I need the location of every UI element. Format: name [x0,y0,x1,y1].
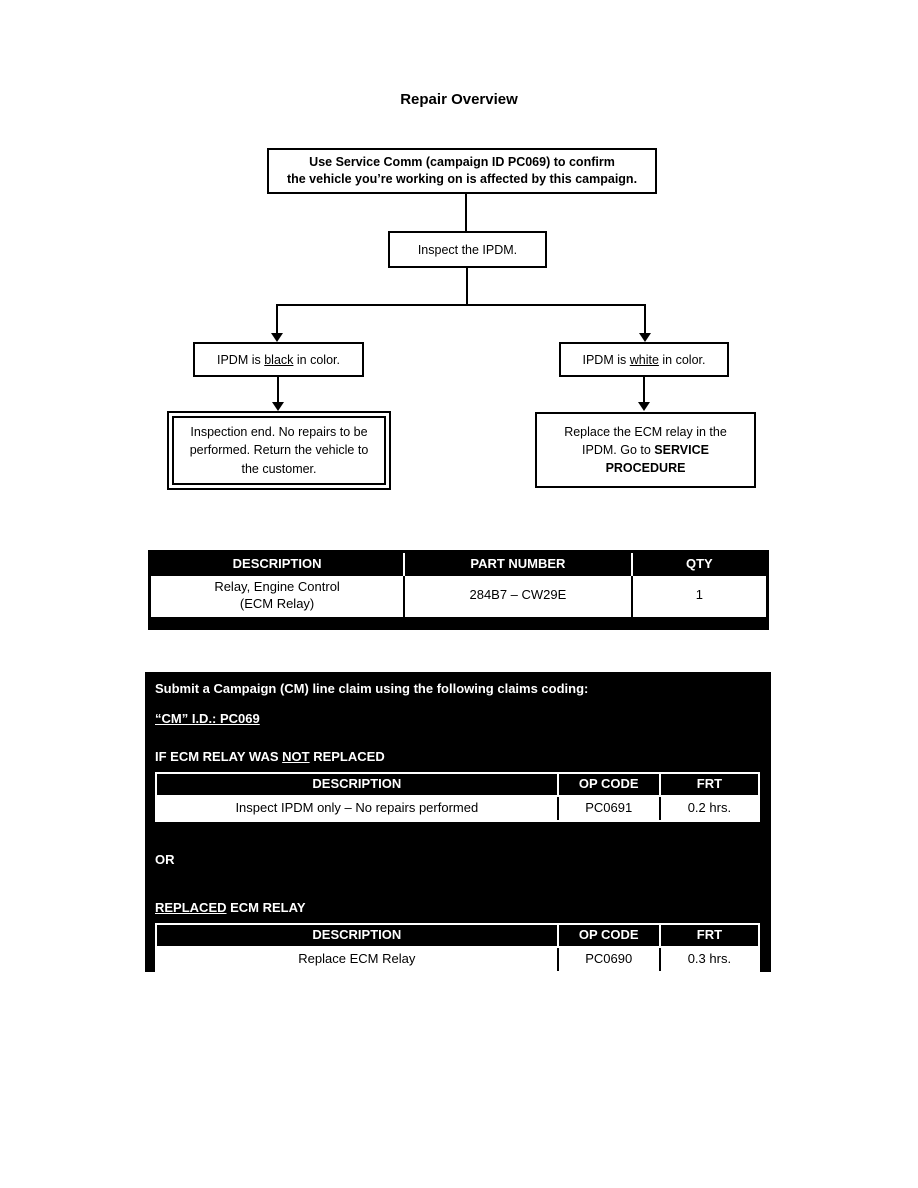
connector-line [643,377,645,404]
claims-table2-op-code: PC0690 [557,948,659,971]
claims-heading-replaced [155,901,761,916]
claims-table-replaced [155,923,760,972]
claims-table2-description: Replace ECM Relay [298,950,416,966]
flowchart-ipdm-white-box [559,342,729,377]
connector-line [465,194,467,231]
claims-table1-row [157,797,758,820]
claims-table1-op-code: PC0691 [557,797,659,820]
parts-table-row [151,576,766,617]
claims-table1-description: Inspect IPDM only – No repairs performed [235,799,479,815]
ipdm-white-pre: IPDM is [582,352,630,367]
heading-replaced-emph: REPLACED [155,899,227,915]
parts-table [148,550,769,630]
claims-table2-header-description: DESCRIPTION [312,926,402,942]
parts-header-part-number: PART NUMBER [403,553,631,576]
part-number-cell: 284B7 – CW29E [403,576,631,617]
flowchart-confirm-box [267,148,657,194]
ipdm-black-post: in color. [293,352,340,367]
claims-panel [145,672,771,972]
arrow-down-icon [272,402,284,411]
arrow-down-icon [638,402,650,411]
page-title: Repair Overview [400,91,518,108]
arrow-down-icon [271,333,283,342]
confirm-box-line1: Use Service Comm (campaign ID PC069) to confirm [309,154,615,169]
flowchart-inspection-end-box [167,411,391,490]
flowchart-inspect-box [388,231,547,268]
heading-not-replaced-pre: IF ECM RELAY WAS [155,748,283,764]
confirm-box-line2: the vehicle you’re working on is affected by this campaign. [286,172,638,186]
part-description-line2: (ECM Relay) [239,595,315,611]
inspection-end-text: Inspection end. No repairs to be performed. Return the vehicle to the customer. [172,416,386,485]
claims-table2-header-frt: FRT [659,925,758,946]
ipdm-black-pre: IPDM is [217,352,265,367]
part-description-cell [151,576,403,617]
claims-table2-header-row [157,925,758,948]
parts-header-description: DESCRIPTION [232,556,322,571]
claims-table1-frt: 0.2 hrs. [659,797,758,820]
claims-table-not-replaced [155,772,760,822]
parts-header-qty: QTY [631,553,766,576]
part-qty-cell: 1 [631,576,766,617]
flowchart-ipdm-black-box [193,342,364,377]
claims-or: OR [155,851,175,867]
claims-table1-header-op-code: OP CODE [557,774,659,795]
claims-table1-header-frt: FRT [659,774,758,795]
ipdm-white-label [583,353,706,367]
flowchart-replace-box [535,412,756,488]
ipdm-white-post: in color. [658,352,706,367]
inspect-box-label: Inspect the IPDM. [417,242,518,257]
claims-heading-not-replaced [155,750,761,765]
replace-text-bold: SERVICE PROCEDURE [605,442,709,476]
connector-line [644,304,646,335]
heading-replaced-post: ECM RELAY [226,899,306,915]
connector-line [277,377,279,404]
ipdm-black-emph: black [264,352,294,367]
arrow-down-icon [639,333,651,342]
claims-table2-header-op-code: OP CODE [557,925,659,946]
heading-not-replaced-post: REPLACED [309,748,385,764]
claims-cm-id: “CM” I.D.: PC069 [155,710,260,726]
connector-line [277,304,646,306]
part-description-line1: Relay, Engine Control [214,579,340,594]
parts-table-header-row [151,553,766,576]
connector-line [466,268,468,306]
claims-table1-header-description: DESCRIPTION [312,775,402,791]
claims-table1-header-row [157,774,758,797]
ipdm-black-label [217,353,340,367]
claims-table2-frt: 0.3 hrs. [659,948,758,971]
claims-intro: Submit a Campaign (CM) line claim using the following claims coding: [155,681,589,696]
replace-text-plain: Replace the ECM relay in the IPDM. Go to [564,424,727,457]
claims-table2-row [157,948,758,971]
connector-line [276,304,278,335]
heading-not-replaced-emph: NOT [282,748,310,764]
ipdm-white-emph: white [629,352,659,367]
replace-box-text [553,423,738,477]
